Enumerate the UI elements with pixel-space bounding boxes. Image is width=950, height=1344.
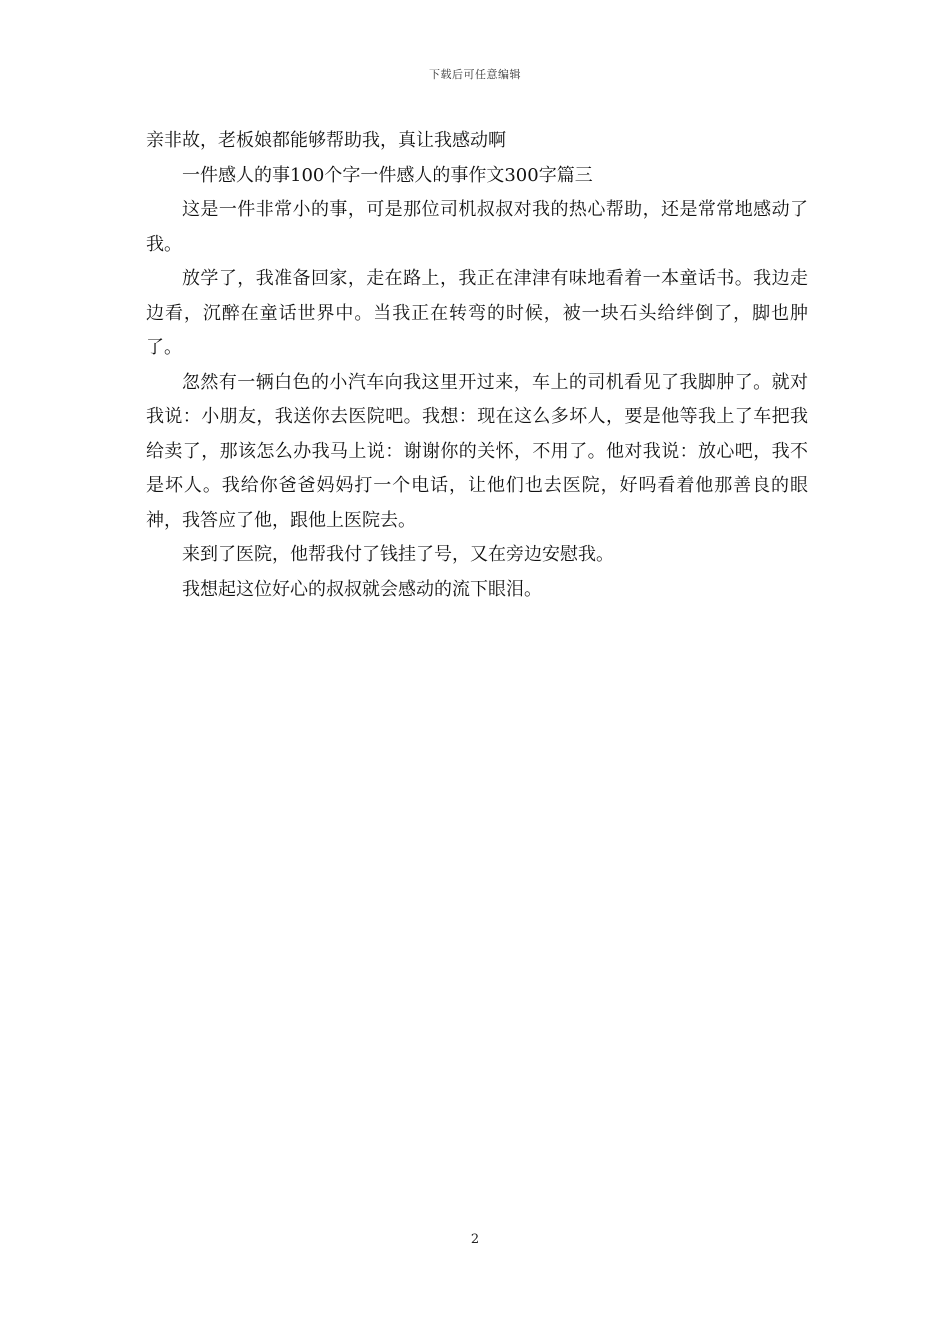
paragraph: 我想起这位好心的叔叔就会感动的流下眼泪。	[182, 578, 542, 600]
document-body	[146, 124, 808, 607]
paragraph-continued: 亲非故，老板娘都能够帮助我，真让我感动啊	[146, 130, 506, 151]
header-note: 下载后可任意编辑	[429, 68, 521, 81]
section-title: 一件感人的事100个字一件感人的事作文300字篇三	[182, 164, 593, 186]
page-number: 2	[470, 1232, 480, 1247]
paragraph: 这是一件非常小的事，可是那位司机叔叔对我的热心帮助，还是常常地感动了我。	[146, 199, 808, 255]
paragraph: 放学了，我准备回家，走在路上，我正在津津有味地看着一本童话书。我边走边看，沉醉在童话世界中。当我正在转弯的时候，被一块石头给绊倒了，脚也肿了。	[146, 268, 808, 358]
paragraph: 来到了医院，他帮我付了钱挂了号，又在旁边安慰我。	[182, 544, 614, 565]
paragraph: 忽然有一辆白色的小汽车向我这里开过来，车上的司机看见了我脚肿了。就对我说：小朋友，我送你去医院吧。我想：现在这么多坏人，要是他等我上了车把我给卖了，那该怎么办我马上说：谢谢你的关怀，不用了。他对我说：放心吧，我不是坏人。我给你爸爸妈妈打一个电话，让他们也去医院，好吗看着他那善良的眼神，我答应了他，跟他上医院去。	[146, 371, 808, 531]
